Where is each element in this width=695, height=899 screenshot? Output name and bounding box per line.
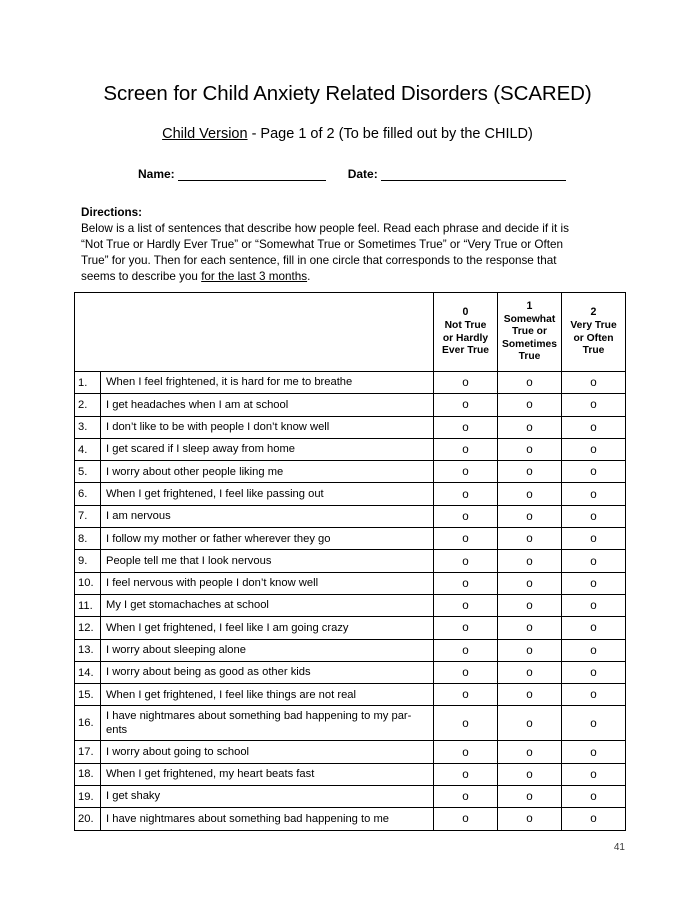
table-row (75, 786, 626, 808)
response-option-1[interactable]: o (498, 528, 562, 550)
item-statement: When I feel frightened, it is hard for me to breathe (101, 372, 434, 394)
directions-timeframe-emphasis: for the last 3 months (201, 270, 308, 284)
name-label: Name: (138, 167, 175, 181)
response-option-1[interactable]: o (498, 617, 562, 639)
response-option-2[interactable]: o (562, 394, 626, 416)
response-option-0[interactable]: o (434, 741, 498, 763)
response-option-2[interactable]: o (562, 461, 626, 483)
response-option-2[interactable]: o (562, 639, 626, 661)
header-column-0 (434, 293, 498, 372)
table-row (75, 808, 626, 830)
response-option-1[interactable]: o (498, 372, 562, 394)
response-option-2[interactable]: o (562, 808, 626, 830)
date-label: Date: (347, 167, 378, 181)
response-option-1[interactable]: o (498, 741, 562, 763)
response-option-1[interactable]: o (498, 483, 562, 505)
directions-line-1: Below is a list of sentences that describe how people feel. Read each phrase and decide if it is (81, 222, 569, 236)
response-option-2[interactable]: o (562, 617, 626, 639)
item-statement: When I get frightened, my heart beats fast (101, 763, 434, 785)
item-statement: I have nightmares about something bad happening to me (101, 808, 434, 830)
header-label-1-line-0: Somewhat (503, 313, 556, 325)
response-option-2[interactable]: o (562, 661, 626, 683)
item-number: 1. (75, 372, 101, 394)
response-option-1[interactable]: o (498, 639, 562, 661)
table-row (75, 416, 626, 438)
page-subtitle (0, 126, 695, 142)
directions-line-4-prefix: seems to describe you (81, 270, 202, 284)
item-statement: My I get stomachaches at school (101, 594, 434, 616)
response-option-0[interactable]: o (434, 461, 498, 483)
header-label-1-line-3: True (518, 351, 541, 363)
header-label-0-line-0: Not True (444, 319, 487, 331)
response-option-2[interactable]: o (562, 528, 626, 550)
header-label-0-line-2: Ever True (442, 345, 489, 357)
item-number: 5. (75, 461, 101, 483)
response-option-2[interactable]: o (562, 416, 626, 438)
item-number: 2. (75, 394, 101, 416)
response-option-2[interactable]: o (562, 550, 626, 572)
table-row (75, 505, 626, 527)
item-statement: When I get frightened, I feel like I am going crazy (101, 617, 434, 639)
header-label-1-line-2: Sometimes (502, 338, 557, 350)
item-statement: I follow my mother or father wherever they go (101, 528, 434, 550)
header-column-1 (498, 293, 562, 372)
table-row (75, 684, 626, 706)
response-option-0[interactable]: o (434, 639, 498, 661)
item-statement: I worry about other people liking me (101, 461, 434, 483)
name-date-row (138, 167, 608, 181)
header-label-0-line-1: or Hardly (442, 332, 489, 344)
response-option-1[interactable]: o (498, 786, 562, 808)
response-option-0[interactable]: o (434, 394, 498, 416)
response-option-1[interactable]: o (498, 438, 562, 460)
item-statement: I get scared if I sleep away from home (101, 438, 434, 460)
table-row (75, 394, 626, 416)
response-option-2[interactable]: o (562, 594, 626, 616)
header-label-2-line-0: Very True (570, 319, 617, 331)
response-option-2[interactable]: o (562, 706, 626, 741)
directions-line-3: True” for you. Then for each sentence, fill in one circle that corresponds to the response that (81, 254, 557, 268)
subtitle-version-label: Child Version (162, 126, 248, 142)
item-statement: I have nightmares about something bad happening to my par-ents (101, 706, 434, 741)
header-score-1: 1 (526, 300, 533, 313)
response-option-1[interactable]: o (498, 572, 562, 594)
item-number: 20. (75, 808, 101, 830)
item-statement: I feel nervous with people I don’t know well (101, 572, 434, 594)
table-row (75, 639, 626, 661)
item-statement: People tell me that I look nervous (101, 550, 434, 572)
item-statement: When I get frightened, I feel like passing out (101, 483, 434, 505)
response-option-0[interactable]: o (434, 528, 498, 550)
item-number: 15. (75, 684, 101, 706)
response-option-0[interactable]: o (434, 572, 498, 594)
item-statement: When I get frightened, I feel like things are not real (101, 684, 434, 706)
response-option-0[interactable]: o (434, 505, 498, 527)
table-row (75, 372, 626, 394)
table-header-row (75, 293, 626, 372)
response-option-1[interactable]: o (498, 550, 562, 572)
directions-line-4-suffix: . (307, 270, 311, 284)
table-row (75, 741, 626, 763)
response-option-0[interactable]: o (434, 483, 498, 505)
table-row (75, 438, 626, 460)
response-option-1[interactable]: o (498, 505, 562, 527)
response-option-0[interactable]: o (434, 684, 498, 706)
response-option-0[interactable]: o (434, 763, 498, 785)
item-statement: I am nervous (101, 505, 434, 527)
directions-heading: Directions: (81, 206, 143, 219)
response-option-1[interactable]: o (498, 684, 562, 706)
table-row (75, 528, 626, 550)
item-number: 6. (75, 483, 101, 505)
response-option-0[interactable]: o (434, 550, 498, 572)
response-option-0[interactable]: o (434, 594, 498, 616)
response-option-1[interactable]: o (498, 461, 562, 483)
item-number: 11. (75, 594, 101, 616)
header-label-1-line-1: True or (512, 326, 547, 338)
table-row (75, 483, 626, 505)
item-number: 13. (75, 639, 101, 661)
response-option-0[interactable]: o (434, 661, 498, 683)
item-number: 7. (75, 505, 101, 527)
item-number: 17. (75, 741, 101, 763)
response-option-0[interactable]: o (434, 438, 498, 460)
table-row (75, 706, 626, 741)
response-option-2[interactable]: o (562, 786, 626, 808)
response-option-2[interactable]: o (562, 438, 626, 460)
response-option-1[interactable]: o (498, 394, 562, 416)
response-option-2[interactable]: o (562, 483, 626, 505)
header-column-2 (562, 293, 626, 372)
table-row (75, 594, 626, 616)
page-title: Screen for Child Anxiety Related Disorders (SCARED) (103, 82, 592, 105)
table-row (75, 572, 626, 594)
directions-line-2: “Not True or Hardly Ever True” or “Somewhat True or Sometimes True” or “Very True or Often (81, 238, 563, 252)
response-option-0[interactable]: o (434, 372, 498, 394)
item-number: 4. (75, 438, 101, 460)
response-option-1[interactable]: o (498, 706, 562, 741)
table-row (75, 661, 626, 683)
response-option-0[interactable]: o (434, 706, 498, 741)
table-row (75, 461, 626, 483)
item-number: 16. (75, 706, 101, 741)
response-option-0[interactable]: o (434, 786, 498, 808)
response-option-2[interactable]: o (562, 572, 626, 594)
response-option-0[interactable]: o (434, 416, 498, 438)
response-option-0[interactable]: o (434, 808, 498, 830)
item-number: 12. (75, 617, 101, 639)
item-statement: I worry about going to school (101, 741, 434, 763)
item-number: 9. (75, 550, 101, 572)
header-statement-blank (75, 293, 434, 372)
table-row (75, 617, 626, 639)
response-option-1[interactable]: o (498, 594, 562, 616)
name-input[interactable] (178, 169, 326, 181)
response-option-1[interactable]: o (498, 416, 562, 438)
item-statement: I get headaches when I am at school (101, 394, 434, 416)
scared-response-table (74, 292, 626, 831)
subtitle-detail: - Page 1 of 2 (To be filled out by the CHILD) (247, 126, 533, 142)
item-number: 19. (75, 786, 101, 808)
directions-block (81, 205, 629, 285)
header-label-2-line-2: True (582, 345, 605, 357)
item-statement: I get shaky (101, 786, 434, 808)
response-option-1[interactable]: o (498, 763, 562, 785)
table-row (75, 550, 626, 572)
header-label-2-line-1: or Often (573, 332, 614, 344)
item-number: 3. (75, 416, 101, 438)
header-score-0: 0 (462, 306, 469, 319)
item-statement: I don’t like to be with people I don’t know well (101, 416, 434, 438)
item-number: 18. (75, 763, 101, 785)
response-option-2[interactable]: o (562, 684, 626, 706)
header-score-2: 2 (590, 306, 597, 319)
response-option-2[interactable]: o (562, 763, 626, 785)
item-statement: I worry about sleeping alone (101, 639, 434, 661)
response-option-1[interactable]: o (498, 808, 562, 830)
response-option-2[interactable]: o (562, 505, 626, 527)
item-number: 8. (75, 528, 101, 550)
response-option-1[interactable]: o (498, 661, 562, 683)
item-statement: I worry about being as good as other kids (101, 661, 434, 683)
response-option-2[interactable]: o (562, 372, 626, 394)
item-number: 14. (75, 661, 101, 683)
response-option-0[interactable]: o (434, 617, 498, 639)
response-option-2[interactable]: o (562, 741, 626, 763)
date-input[interactable] (381, 169, 566, 181)
page-number: 41 (613, 842, 625, 853)
table-body (75, 372, 626, 831)
table-row (75, 763, 626, 785)
item-number: 10. (75, 572, 101, 594)
